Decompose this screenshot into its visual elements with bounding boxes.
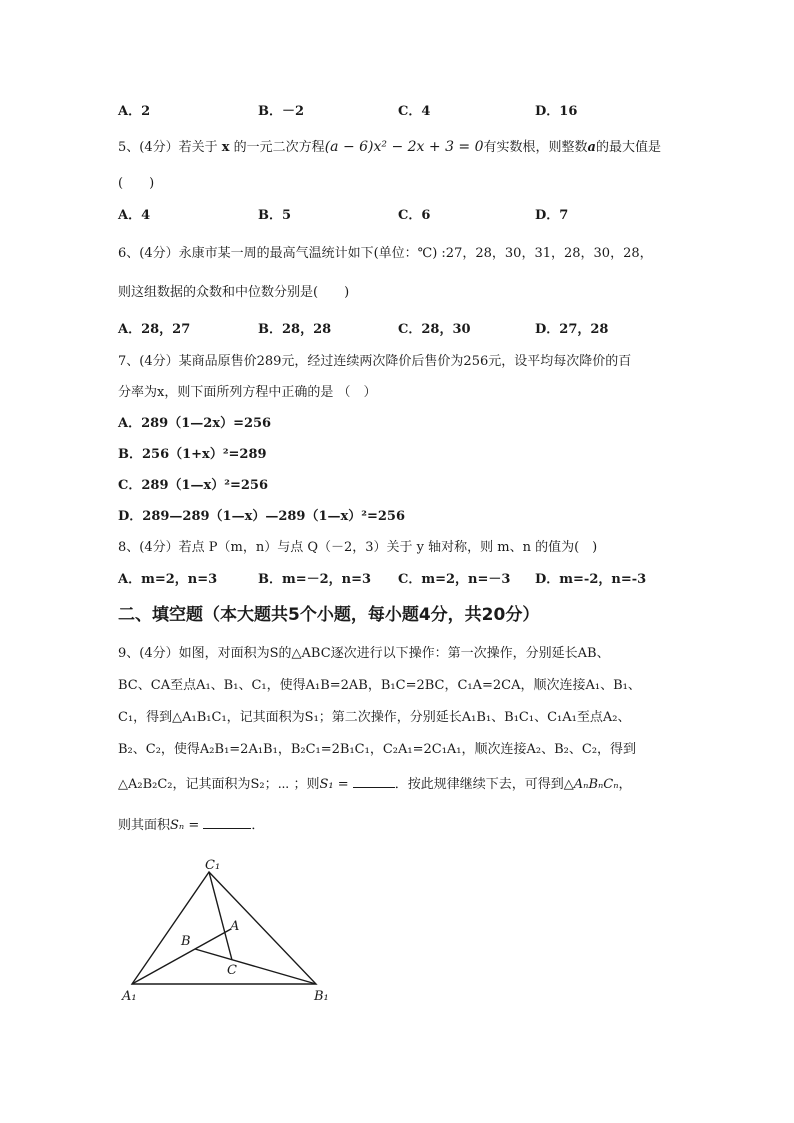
section-2-title: 二、填空题（本大题共5个小题，每小题4分，共20分） [118,605,540,625]
q9-sn-expr: Sₙ = [170,818,200,833]
q5-suffix: 有实数根，则整数 [483,140,588,155]
q5-end: 的最大值是 [595,140,661,155]
q9-s1-blank[interactable] [353,775,395,788]
label-a1: A₁ [122,989,137,1004]
q9-line-3: C₁，得到△A₁B₁C₁，记其面积为S₁；第二次操作，分别延长A₁B₁、B₁C₁、C₁A₁至点A₂、 [118,710,631,725]
q9-s1-expr: S₁ = [319,777,349,792]
label-a: A [230,919,240,934]
q9-line6-text-b: ． [251,818,265,833]
q8-option-d: D．m=-2，n=-3 [535,572,647,587]
q9-triangle-n: △AₙBₙCₙ [563,777,619,792]
q6-line-1: 6、(4分）永康市某一周的最高气温统计如下(单位：℃) :27，28，30，31，28，30，28， [118,246,653,261]
label-c1: C₁ [205,858,221,873]
q7-option-b: B．256（1+x）²=289 [118,447,267,462]
q7-option-d: D．289—289（1—x）—289（1—x）²=256 [118,509,405,524]
q5-equation: (a − 6)x² − 2x + 3 = 0 [324,139,484,155]
q5-option-a: A．4 [118,208,151,223]
q9-line6-text-a: 则其面积 [118,818,171,833]
q5-option-d: D．7 [535,208,569,223]
q5-option-c: C．6 [398,208,431,223]
q7-option-c: C．289（1—x）²=256 [118,478,269,493]
q6-option-d: D．27，28 [535,322,609,337]
q8-option-a: A．m=2，n=3 [118,572,218,587]
q7-line-1: 7、(4分）某商品原售价289元，经过连续两次降价后售价为256元，设平均每次降价的百 [118,354,632,369]
q4-option-a: A．2 [118,104,151,119]
q5-x-var: x [221,140,230,155]
q9-line5-text-b: ．按此规律继续下去，可得到 [394,777,564,792]
q9-line-5 [118,775,632,794]
q8-line-1: 8、(4分）若点 P（m，n）与点 Q（－2，3）关于 y 轴对称，则 m、n 的值为( ) [118,540,598,555]
q5-mid: 的一元二次方程 [233,140,325,155]
label-c: C [227,963,237,978]
q8-option-c: C．m=2，n=－3 [398,572,511,587]
line-c1-c [209,872,232,960]
q5-a-var: a [587,140,596,155]
q6-option-a: A．28，27 [118,322,191,337]
q9-line5-text-c: ， [618,777,632,792]
q9-line-4: B₂、C₂，使得A₂B₁=2A₁B₁，B₂C₁=2B₁C₁，C₂A₁=2C₁A₁，顺次连接A₂、B₂、C₂，得到 [118,742,637,757]
q5-paren: ( ) [118,176,155,191]
q7-line-2: 分率为x，则下面所列方程中正确的是 （ ） [118,385,377,400]
triangle-figure [112,850,352,1010]
q9-line-1: 9、(4分）如图，对面积为S的△ABC逐次进行以下操作：第一次操作，分别延长AB、 [118,646,610,661]
line-b-b1 [195,949,316,984]
q7-option-a: A．289（1—2x）=256 [118,416,272,431]
q9-line5-text-a: △A₂B₂C₂，记其面积为S₂；⋯ ；则 [118,777,320,792]
q4-option-b: B．－2 [258,104,305,119]
q6-option-b: B．28，28 [258,322,332,337]
q6-line-2: 则这组数据的众数和中位数分别是( ) [118,285,350,300]
q8-option-b: B．m=－2，n=3 [258,572,372,587]
label-b1: B₁ [314,989,329,1004]
q6-option-c: C．28，30 [398,322,471,337]
q5-option-b: B．5 [258,208,292,223]
q4-option-d: D．16 [535,104,578,119]
q5-prefix: 5、(4分）若关于 [118,140,218,155]
label-b: B [181,934,191,949]
q9-line-2: BC、CA至点A₁、B₁、C₁，使得A₁B=2AB，B₁C=2BC，C₁A=2CA，顺次连接A₁、B₁、 [118,678,641,693]
q9-line-6 [118,816,264,835]
q4-option-c: C．4 [398,104,431,119]
q5-question [118,138,661,157]
q9-sn-blank[interactable] [203,816,251,829]
